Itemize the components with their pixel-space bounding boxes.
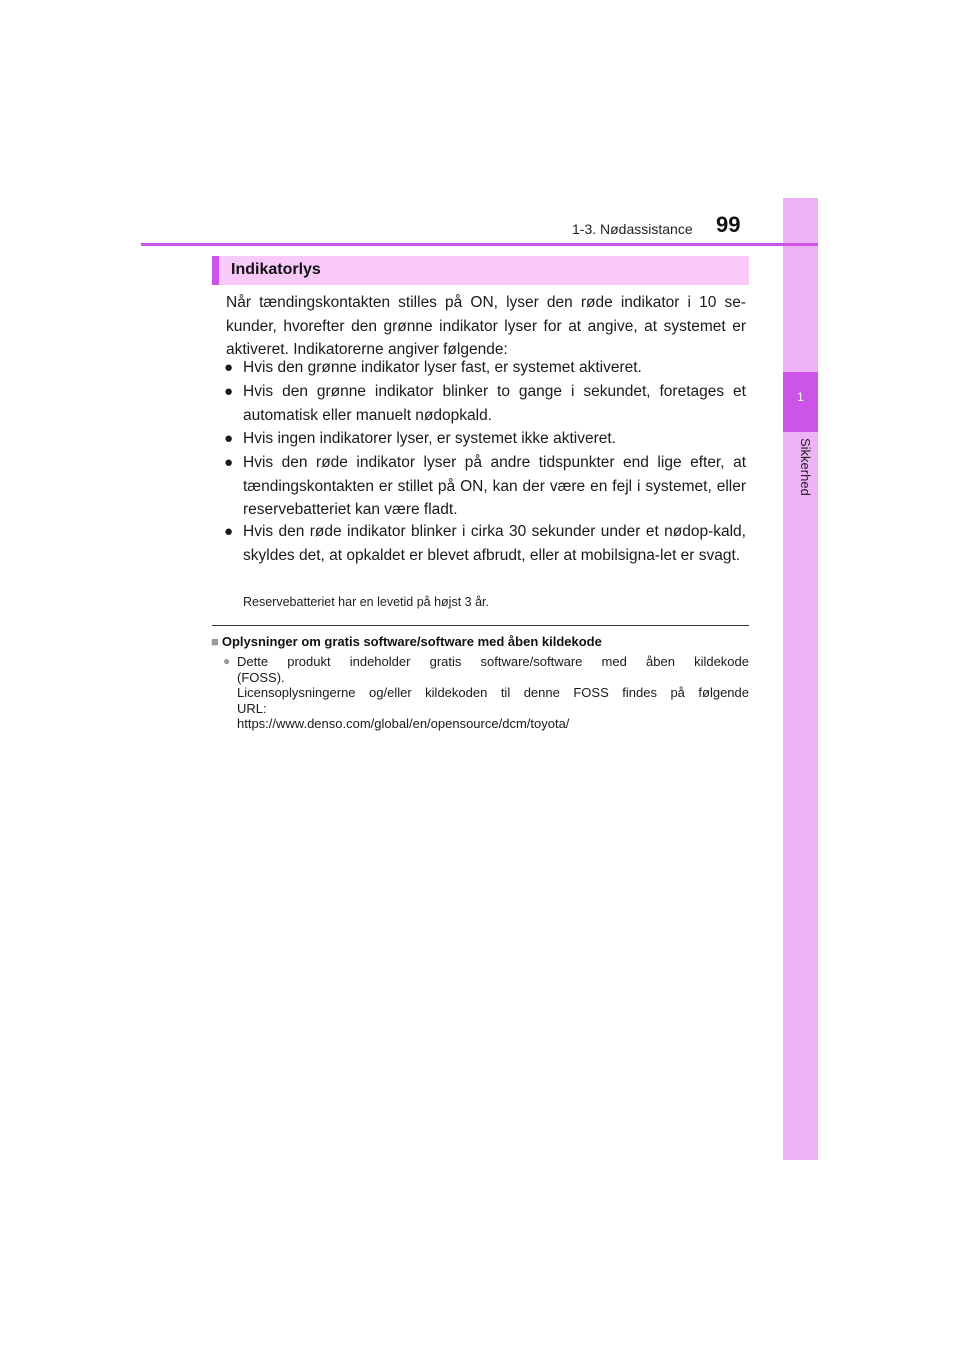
intro-paragraph: Når tændingskontakten stilles på ON, lyser den røde indikator i 10 se-kunder, hvorefter den grønne indikator lyser for at angive, at systemet er aktiveret. Indikatorerne angiver følgende: <box>226 294 746 358</box>
heading-box <box>212 256 749 285</box>
bullet-item <box>224 520 746 567</box>
chapter-label: Sikkerhed <box>798 438 813 496</box>
bullet-dot-icon: ● <box>224 454 234 471</box>
info-line: URL: <box>237 700 267 716</box>
info-line: (FOSS). <box>237 669 285 685</box>
bullet-text: Hvis den grønne indikator blinker to gange i sekundet, foretages et automatisk eller manuelt nødopkald. <box>243 383 746 424</box>
bullet-dot-icon: ● <box>224 359 234 376</box>
bullet-item <box>224 451 746 522</box>
info-line: Dette produkt indeholder gratis software/software med åben kildekode <box>237 654 749 669</box>
info-heading <box>211 634 602 649</box>
bullet-item <box>224 380 746 427</box>
info-line: Licensoplysningerne og/eller kildekoden til denne FOSS findes på følgende <box>237 685 749 700</box>
header-rule <box>141 243 818 246</box>
page-number: 99 <box>716 212 741 237</box>
bullet-dot-icon: ● <box>224 430 234 447</box>
chapter-number: 1 <box>797 390 804 404</box>
info-url[interactable]: https://www.denso.com/global/en/opensource/dcm/toyota/ <box>237 716 570 731</box>
bullet-dot-icon: ● <box>224 383 234 400</box>
note-text: Reservebatteriet har en levetid på højst 3 år. <box>243 595 489 609</box>
bullet-item <box>224 356 746 380</box>
bullet-dot-icon: ● <box>224 523 234 540</box>
bullet-dot-icon: ● <box>223 654 231 668</box>
info-heading-text: Oplysninger om gratis software/software med åben kildekode <box>221 634 602 649</box>
bullet-text: Hvis den grønne indikator lyser fast, er systemet aktiveret. <box>243 359 642 376</box>
section-title: 1-3. Nødassistance <box>572 221 693 237</box>
square-bullet-icon: ■ <box>211 634 219 649</box>
divider <box>212 625 749 626</box>
bullet-item <box>224 427 746 451</box>
heading-title: Indikatorlys <box>231 261 321 278</box>
bullet-text: Hvis ingen indikatorer lyser, er systemet ikke aktiveret. <box>243 430 616 447</box>
info-list-item <box>223 654 749 732</box>
bullet-text: Hvis den røde indikator lyser på andre tidspunkter end lige efter, at tændingskontakten er stillet på ON, kan der være en fejl i systemet, eller reservebatteriet kan være fladt. <box>243 454 746 518</box>
bullet-text: Hvis den røde indikator blinker i cirka 30 sekunder under et nødop-kald, skyldes det, at opkaldet er blevet afbrudt, eller at mobilsigna-let er svagt. <box>243 523 746 564</box>
side-tab <box>783 198 818 1160</box>
